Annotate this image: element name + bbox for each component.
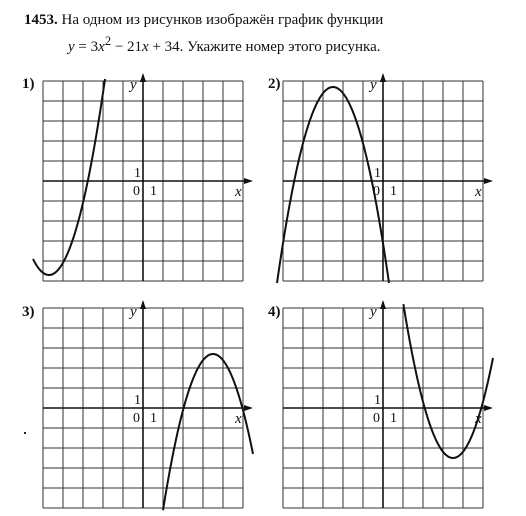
y-unit-label: 1 [134, 166, 141, 181]
formula-part-3: + 34. Укажите номер этого рисунка. [148, 39, 381, 55]
parabola-curve [277, 87, 389, 283]
task-line-1 [24, 10, 504, 31]
x-axis-label: x [475, 184, 482, 200]
y-unit-label: 1 [134, 393, 141, 408]
graph-panel-4 [283, 304, 483, 508]
x-axis-arrow [244, 405, 253, 411]
y-unit-label: 1 [374, 166, 381, 181]
task-number: 1453. [24, 12, 58, 28]
task-line-2 [24, 31, 504, 58]
y-axis-arrow [380, 300, 386, 309]
panel-1-label: 1) [22, 76, 35, 92]
y-axis-arrow [380, 73, 386, 82]
formula-y: y [68, 39, 75, 55]
origin-label: 0 [133, 184, 140, 199]
x-unit-label: 1 [390, 411, 397, 426]
origin-label: 0 [373, 411, 380, 426]
graph-panel-1 [43, 77, 243, 281]
y-axis-label: y [130, 304, 137, 320]
x-unit-label: 1 [150, 411, 157, 426]
formula-part-1: = 3 [74, 39, 99, 55]
x-axis-arrow [484, 405, 493, 411]
y-axis-label: y [370, 77, 377, 93]
origin-label: 0 [133, 411, 140, 426]
parabola-curve [163, 354, 253, 510]
graph-panel-2 [283, 77, 483, 281]
x-axis-label: x [475, 411, 482, 427]
formula-x2: x [142, 39, 149, 55]
x-axis-label: x [235, 184, 242, 200]
task-text-1: На одном из рисунков изображён график функции [57, 12, 384, 28]
y-axis-label: y [130, 77, 137, 93]
parabola-curve [403, 304, 493, 458]
task-statement [24, 10, 504, 58]
parabola-curve [33, 79, 105, 275]
formula-x1: x [98, 39, 105, 55]
y-axis-label: y [370, 304, 377, 320]
x-unit-label: 1 [390, 184, 397, 199]
formula-exponent: 2 [104, 34, 112, 48]
y-axis-arrow [140, 300, 146, 309]
stray-dot [24, 432, 26, 434]
x-axis-label: x [235, 411, 242, 427]
y-unit-label: 1 [374, 393, 381, 408]
y-axis-arrow [140, 73, 146, 82]
x-axis-arrow [484, 178, 493, 184]
graph-panel-3 [43, 304, 243, 508]
x-axis-arrow [244, 178, 253, 184]
origin-label: 0 [373, 184, 380, 199]
x-unit-label: 1 [150, 184, 157, 199]
formula-part-2: − 21 [111, 39, 143, 55]
panel-3-label: 3) [22, 304, 35, 320]
panel-2-label: 2) [268, 76, 281, 92]
panel-4-label: 4) [268, 304, 281, 320]
